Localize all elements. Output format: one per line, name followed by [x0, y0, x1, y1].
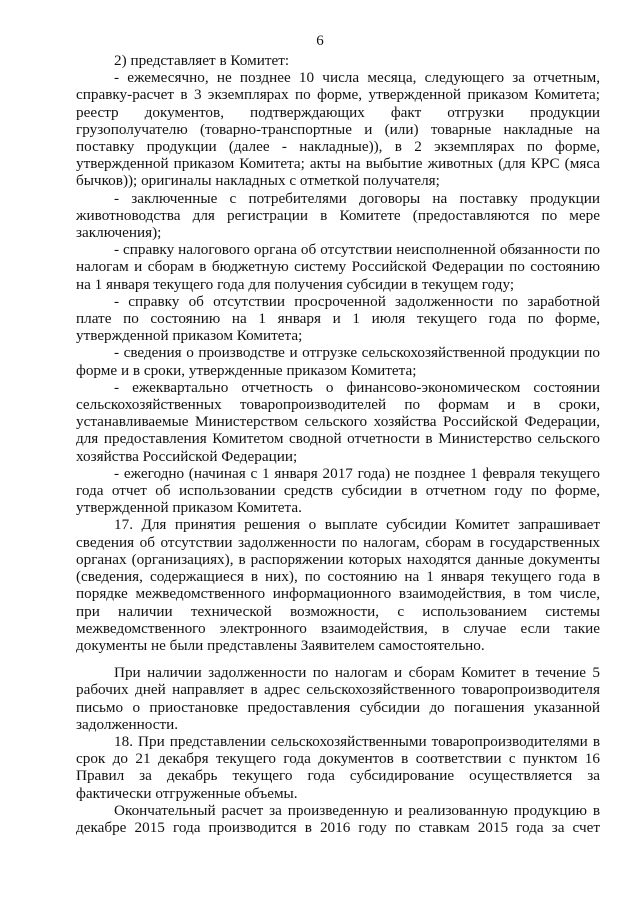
paragraph-contracts: - заключенные с потребителями договоры на поставку продукции животноводства для регистрации в Комитете (предоставляются по мере заключения);: [76, 189, 600, 242]
paragraph-annual-report: - ежегодно (начиная с 1 января 2017 года) не позднее 1 февраля текущего года отчет об использовании средств субсидии в отчетном году по форме, утвержденной приказом Комитета.: [76, 464, 600, 517]
paragraph-item-18: 18. При представлении сельскохозяйственными товаропроизводителями в срок до 21 декабря текущего года документов в соответствии с пунктом 16 Правил за декабрь текущего года субсидирование осуществляется за фактически отгруженные объемы.: [76, 732, 600, 802]
paragraph-tax-certificate: - справку налогового органа об отсутствии неисполненной обязанности по налогам и сборам в бюджетную систему Российской Федерации по состоянию на 1 января текущего года для получения субсидии в текущем году;: [76, 241, 600, 293]
paragraph-submits-intro: 2) представляет в Комитет:: [114, 52, 290, 69]
document-body: [76, 52, 600, 836]
paragraph-final-settlement: Окончательный расчет за произведенную и реализованную продукцию в декабре 2015 года производится в 2016 году по ставкам 2015 года за счет: [76, 801, 600, 836]
paragraph-gap: [76, 654, 600, 664]
paragraph-monthly-report: - ежемесячно, не позднее 10 числа месяца, следующего за отчетным, справку-расчет в 3 экземплярах по форме, утвержденной приказом Комитета; реестр документов, подтверждающих факт отгрузки продукции грузополучателю (товарно-транспортные и (или) товарные накладные на поставку продукции (далее - накладные)), в 2 экземплярах по форме, утвержденной приказом Комитета; акты на выбытие животных (для КРС (мяса бычков)); оригиналы накладных с отметкой получателя;: [76, 69, 600, 190]
page-number: 6: [316, 33, 324, 49]
paragraph-item-17: 17. Для принятия решения о выплате субсидии Комитет запрашивает сведения об отсутствии задолженности по налогам, сборам в государственных органах (организациях), в распоряжении которых находятся данные документы (сведения, содержащиеся в них), по состоянию на 1 января текущего года в порядке межведомственного информационного взаимодействия, в том числе, при наличии технической возможности, с использованием системы межведомственного электронного взаимодействия, в случае если такие документы не были представлены Заявителем самостоятельно.: [76, 516, 600, 654]
paragraph-production-info: - сведения о производстве и отгрузке сельскохозяйственной продукции по форме и в сроки, утвержденные приказом Комитета;: [76, 344, 600, 379]
paragraph-tax-debt: При наличии задолженности по налогам и сборам Комитет в течение 5 рабочих дней направляет в адрес сельскохозяйственного товаропроизводителя письмо о приостановке предоставления субсидии до погашения указанной задолженности.: [76, 664, 600, 733]
paragraph-wage-certificate: - справку об отсутствии просроченной задолженности по заработной плате по состоянию на 1 января и 1 июля текущего года по форме, утвержденной приказом Комитета;: [76, 292, 600, 345]
paragraph-quarterly-report: - ежеквартально отчетность о финансово-экономическом состоянии сельскохозяйственных товаропроизводителей по формам и в сроки, устанавливаемые Министерством сельского хозяйства Российской Федерации, для предоставления Комитетом сводной отчетности в Министерство сельского хозяйства Российской Федерации;: [76, 378, 600, 465]
